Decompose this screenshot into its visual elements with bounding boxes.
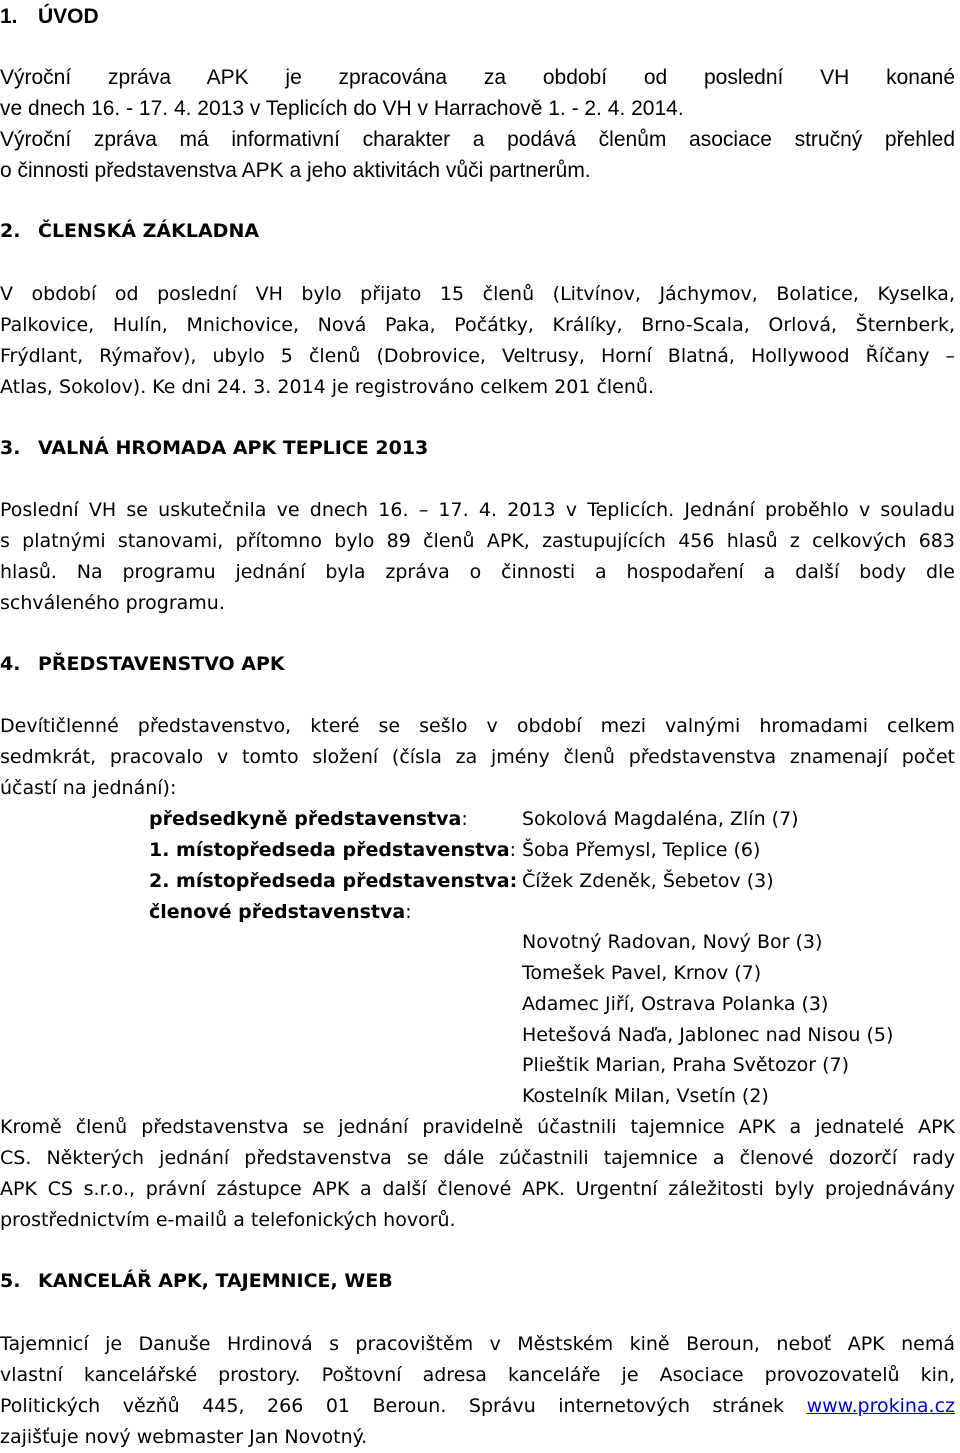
board-member-name: Tomešek Pavel, Krnov (7) [522, 962, 762, 984]
paragraph-line: APK CS s.r.o., právní zástupce APK a další členové APK. Urgentní záležitosti byly projednávány [0, 1178, 955, 1200]
board-role: členové představenstva: [149, 901, 412, 923]
paragraph-line: Tajemnicí je Danuše Hrdinová s pracovištěm v Městském kině Beroun, neboť APK nemá [0, 1333, 955, 1355]
section-2-heading [0, 216, 955, 247]
board-role: 1. místopředseda představenstva: [149, 839, 516, 861]
section-title: KANCELÁŘ APK, TAJEMNICE, WEB [38, 1270, 393, 1292]
board-member-name: Hetešová Naďa, Jablonec nad Nisou (5) [522, 1024, 894, 1046]
board-member-name: Adamec Jiří, Ostrava Polanka (3) [522, 993, 829, 1015]
board-member-name: Novotný Radovan, Nový Bor (3) [522, 931, 823, 953]
paragraph-line: Poslední VH se uskutečnila ve dnech 16. – 17. 4. 2013 v Teplicích. Jednání proběhlo v souladu [0, 499, 955, 521]
board-role: předsedkyně představenstva: [149, 808, 468, 830]
paragraph-line: Atlas, Sokolov). Ke dni 24. 3. 2014 je registrováno celkem 201 členů. [0, 376, 654, 398]
member-row [0, 958, 955, 989]
paragraph-line: o činnosti představenstva APK a jeho aktivitách vůči partnerům. [0, 159, 591, 182]
member-row [0, 1050, 955, 1081]
website-link[interactable]: www.prokina.cz [806, 1395, 956, 1417]
paragraph-line: zajišťuje nový webmaster Jan Novotný. [0, 1426, 368, 1448]
paragraph-line: Výroční zpráva APK je zpracována za období od poslední VH konané [0, 66, 955, 89]
member-row [0, 989, 955, 1020]
section-4-intro [0, 711, 955, 804]
paragraph-line: s platnými stanovami, přítomno bylo 89 členů APK, zastupujících 456 hlasů z celkových 683 [0, 530, 955, 552]
section-title: PŘEDSTAVENSTVO APK [38, 653, 285, 675]
paragraph-line: V období od poslední VH bylo přijato 15 členů (Litvínov, Jáchymov, Bolatice, Kyselka, [0, 283, 955, 305]
section-number: 2. [0, 220, 21, 242]
paragraph-line: Palkovice, Hulín, Mnichovice, Nová Paka, Počátky, Králíky, Brno-Scala, Orlová, Šternberk, [0, 314, 955, 336]
paragraph-line: prostřednictvím e-mailů a telefonických hovorů. [0, 1209, 456, 1231]
board-row [0, 804, 955, 835]
member-row [0, 1020, 955, 1051]
board-member-name: Plieštik Marian, Praha Světozor (7) [522, 1054, 849, 1076]
paragraph-text: Politických vězňů 445, 266 01 Beroun. Správu internetových stránek [0, 1395, 785, 1417]
board-member-name: Šoba Přemysl, Teplice (6) [522, 839, 761, 861]
board-row [0, 897, 955, 928]
section-number: 4. [0, 653, 21, 675]
paragraph-line: ve dnech 16. - 17. 4. 2013 v Teplicích do VH v Harrachově 1. - 2. 4. 2014. [0, 97, 684, 120]
section-number: 5. [0, 1270, 21, 1292]
section-number: 3. [0, 437, 21, 459]
member-row [0, 1081, 955, 1112]
board-role: 2. místopředseda představenstva: [149, 870, 518, 892]
paragraph-line: Kromě členů představenstva se jednání pravidelně účastnili tajemnice APK a jednatelé APK [0, 1116, 955, 1138]
section-5-paragraph [0, 1329, 955, 1453]
paragraph-line: hlasů. Na programu jednání byla zpráva o činnosti a hospodaření a další body dle [0, 561, 955, 583]
member-row [0, 927, 955, 958]
board-row [0, 835, 955, 866]
paragraph-line: Devítičlenné představenstvo, které se sešlo v období mezi valnými hromadami celkem [0, 715, 955, 737]
section-1-paragraph [0, 62, 955, 186]
section-2-paragraph [0, 279, 955, 403]
section-4-outro [0, 1112, 955, 1236]
board-member-name: Sokolová Magdaléna, Zlín (7) [522, 808, 799, 830]
section-4-heading [0, 649, 955, 680]
paragraph-line-with-link [0, 1391, 955, 1422]
board-member-name: Kostelník Milan, Vsetín (2) [522, 1085, 769, 1107]
section-number: 1. [0, 5, 18, 28]
section-title: ČLENSKÁ ZÁKLADNA [38, 220, 260, 242]
paragraph-line: účastí na jednání): [0, 777, 177, 799]
paragraph-line: schváleného programu. [0, 592, 225, 614]
section-5-heading [0, 1266, 955, 1297]
board-member-name: Čížek Zdeněk, Šebetov (3) [522, 870, 774, 892]
section-title: ÚVOD [38, 5, 99, 28]
paragraph-line: Frýdlant, Rýmařov), ubylo 5 členů (Dobrovice, Veltrusy, Horní Blatná, Hollywood Říčany – [0, 345, 955, 367]
section-3-heading [0, 433, 955, 464]
board-row [0, 866, 955, 897]
section-3-paragraph [0, 495, 955, 619]
section-1-heading [0, 1, 955, 32]
paragraph-line: vlastní kancelářské prostory. Poštovní adresa kanceláře je Asociace provozovatelů kin, [0, 1364, 955, 1386]
paragraph-line: Výroční zpráva má informativní charakter a podává členům asociace stručný přehled [0, 128, 955, 151]
paragraph-line: sedmkrát, pracovalo v tomto složení (čísla za jmény členů představenstva znamenají počet [0, 746, 955, 768]
paragraph-line: CS. Některých jednání představenstva se dále zúčastnili tajemnice a členové dozorčí rady [0, 1147, 955, 1169]
section-title: VALNÁ HROMADA APK TEPLICE 2013 [38, 437, 429, 459]
